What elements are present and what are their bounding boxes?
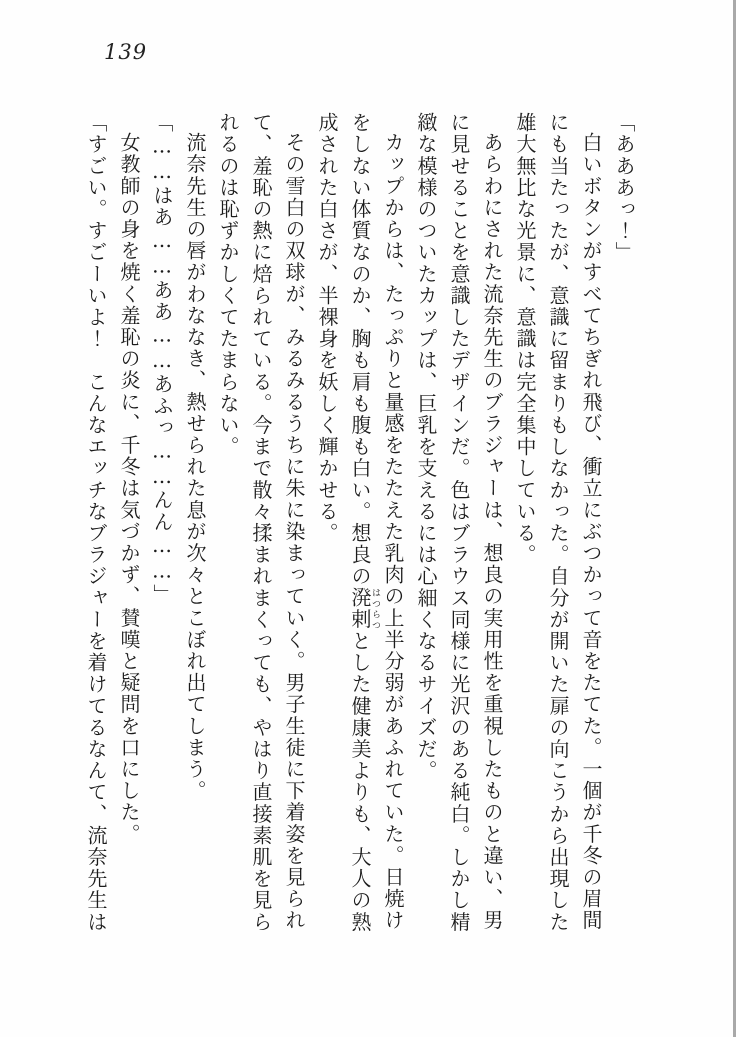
- paragraph: その雪白の双球が、みるみるうちに朱に染まっていく。男子生徒に下着姿を見られて、羞恥の熱に焙られている。今まで散々揉まれまくっても、やはり直接素肌を見られるのは恥ずかしくてたまらない。: [216, 112, 306, 933]
- page-number: 139: [104, 40, 148, 64]
- paragraph: あらわにされた流奈先生のブラジャーは、想良の実用性を重視したものと違い、男に見せることを意識したデザインだ。色はブラウス同様に光沢のある純白。しかし精緻な模様のついたカップは、巨乳を支えるには心細くなるサイズだ。: [414, 112, 504, 933]
- paragraph: 女教師の身を焼く羞恥の炎に、千冬は気づかず、賛嘆と疑問を口にした。: [117, 132, 141, 845]
- paragraph: 「……はあ……ああ……あふっ……んん……」: [150, 112, 174, 606]
- furigana-ruby: 溌剌はつらつ: [348, 587, 380, 631]
- paragraph: 白いボタンがすべてちぎれ飛び、衝立にぶつかって音をたてた。一個が千冬の眉間にも当たったが、意識に留まりもしなかった。自分が開いた扉の向こうから出現した雄大無比な光景に、意識は完全集中している。: [513, 112, 603, 933]
- paragraph: カップからは、たっぷりと量感をたたえた乳肉の上半分弱があふれていた。日焼けをしない体質なのか、胸も肩も腹も白い。想良の溌剌はつらつとした健康美よりも、大人の熟成された白さが、半裸身を妖しく輝かせる。: [315, 112, 405, 933]
- paragraph: 「すごい。すごーいよ！ こんなエッチなブラジャーを着けてるなんて、流奈先生は: [84, 112, 108, 933]
- paragraph: 流奈先生の唇がわななき、熱せられた息が次々とこぼれ出てしまう。: [183, 132, 207, 802]
- text-block: [79, 112, 640, 934]
- paragraph: 「あああっ！」: [612, 112, 636, 264]
